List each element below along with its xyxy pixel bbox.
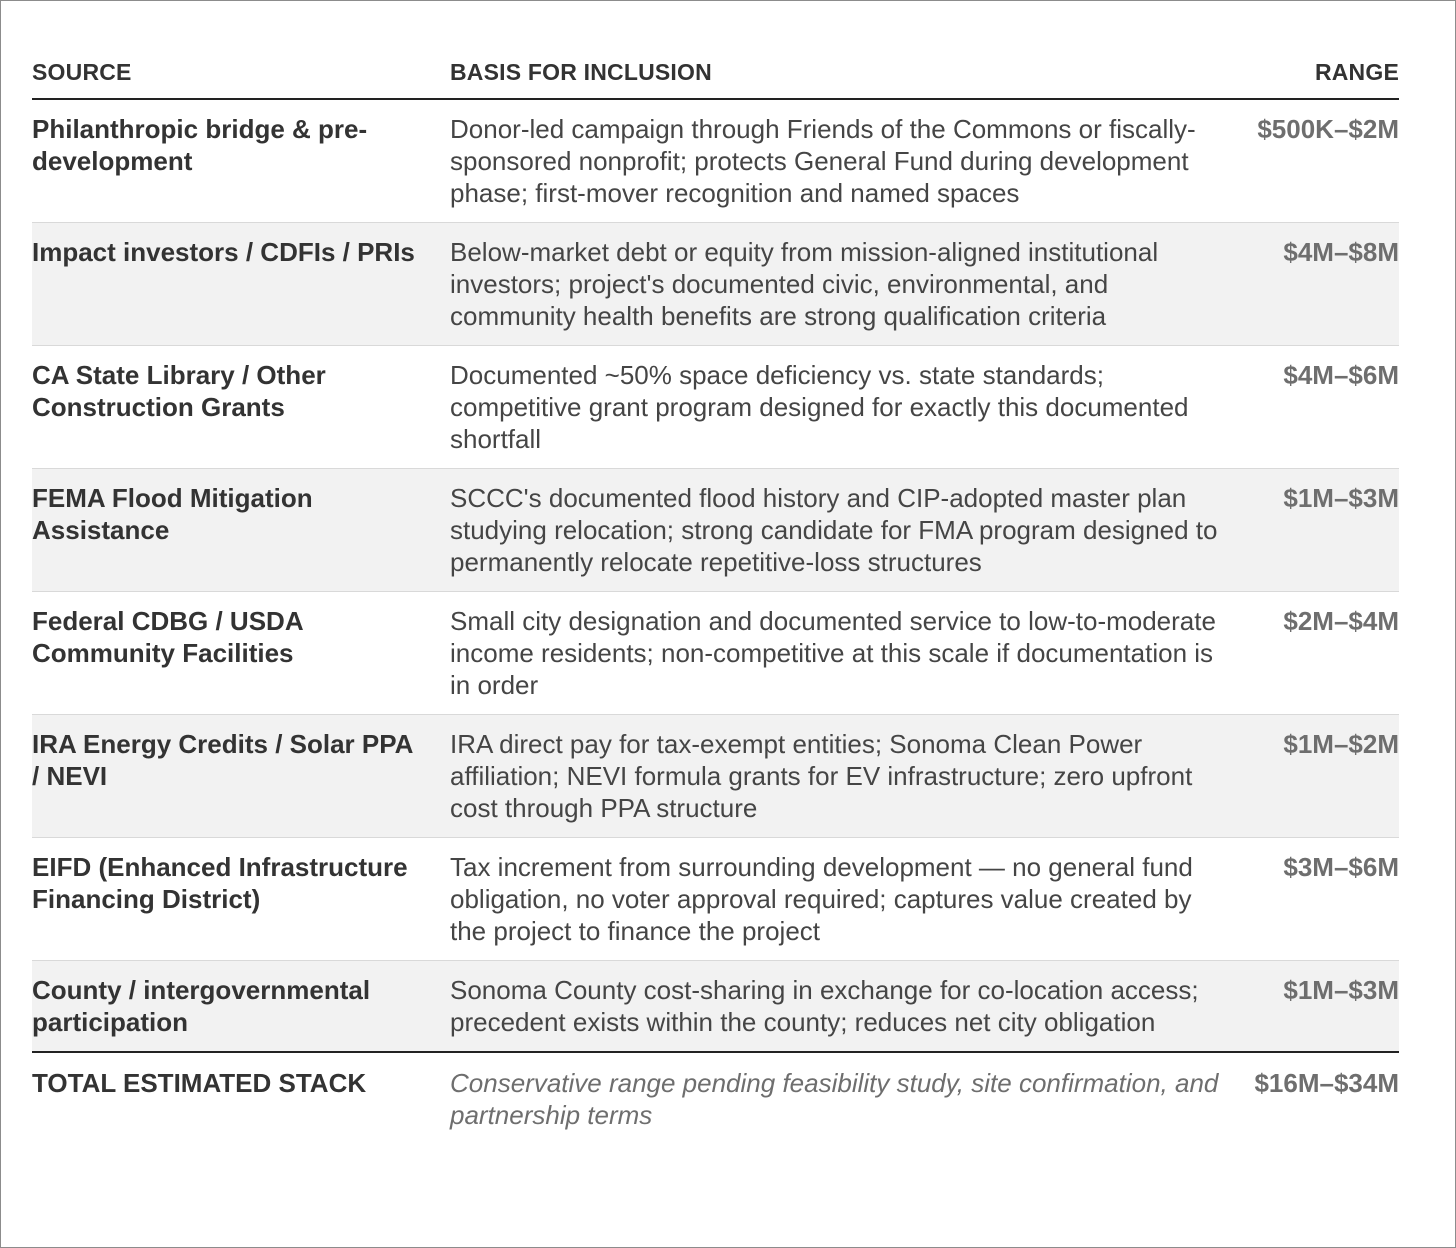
table-row <box>32 223 1399 346</box>
table-row <box>32 99 1399 223</box>
table-row <box>32 592 1399 715</box>
row-range: $2M–$4M <box>1240 592 1399 715</box>
header-range: RANGE <box>1240 53 1399 99</box>
row-basis: Donor-led campaign through Friends of the Commons or fiscally-sponsored nonprofit; protects General Fund during development phase; first-mover recognition and named spaces <box>450 99 1240 223</box>
total-note: Conservative range pending feasibility study, site confirmation, and partnership terms <box>450 1068 1219 1130</box>
table-row <box>32 346 1399 469</box>
row-basis: IRA direct pay for tax-exempt entities; Sonoma Clean Power affiliation; NEVI formula grants for EV infrastructure; zero upfront cost through PPA structure <box>450 715 1240 838</box>
row-range: $4M–$8M <box>1240 223 1399 346</box>
row-source: IRA Energy Credits / Solar PPA / NEVI <box>32 715 450 838</box>
header-basis: BASIS FOR INCLUSION <box>450 53 1240 99</box>
row-range: $1M–$2M <box>1240 715 1399 838</box>
row-source: FEMA Flood Mitigation Assistance <box>32 469 450 592</box>
table-header <box>32 53 1399 99</box>
total-range: $16M–$34M <box>1254 1068 1399 1098</box>
table-row <box>32 838 1399 961</box>
row-basis: SCCC's documented flood history and CIP-adopted master plan studying relocation; strong candidate for FMA program designed to permanently relocate repetitive-loss structures <box>450 469 1240 592</box>
row-range: $500K–$2M <box>1240 99 1399 223</box>
row-range: $1M–$3M <box>1240 469 1399 592</box>
total-row <box>32 1052 1399 1141</box>
row-basis: Tax increment from surrounding development — no general fund obligation, no voter approval required; captures value created by the project to finance the project <box>450 838 1240 961</box>
row-source: Philanthropic bridge & pre-development <box>32 99 450 223</box>
funding-sources-table <box>32 53 1399 1141</box>
total-label: TOTAL ESTIMATED STACK <box>32 1068 367 1098</box>
header-source: SOURCE <box>32 53 450 99</box>
table-row <box>32 469 1399 592</box>
row-basis: Below-market debt or equity from mission-aligned institutional investors; project's documented civic, environmental, and community health benefits are strong qualification criteria <box>450 223 1240 346</box>
row-source: Federal CDBG / USDA Community Facilities <box>32 592 450 715</box>
row-basis: Documented ~50% space deficiency vs. state standards; competitive grant program designed for exactly this documented shortfall <box>450 346 1240 469</box>
row-source: Impact investors / CDFIs / PRIs <box>32 223 450 346</box>
row-source: EIFD (Enhanced Infrastructure Financing District) <box>32 838 450 961</box>
row-source: CA State Library / Other Construction Grants <box>32 346 450 469</box>
row-range: $1M–$3M <box>1240 961 1399 1053</box>
table-row <box>32 961 1399 1053</box>
header-row <box>32 53 1399 99</box>
table-row <box>32 715 1399 838</box>
row-source: County / intergovernmental participation <box>32 961 450 1053</box>
table-footer <box>32 1052 1399 1141</box>
row-range: $3M–$6M <box>1240 838 1399 961</box>
row-basis: Small city designation and documented service to low-to-moderate income residents; non-competitive at this scale if documentation is in order <box>450 592 1240 715</box>
table-body <box>32 99 1399 1052</box>
row-basis: Sonoma County cost-sharing in exchange for co-location access; precedent exists within the county; reduces net city obligation <box>450 961 1240 1053</box>
row-range: $4M–$6M <box>1240 346 1399 469</box>
